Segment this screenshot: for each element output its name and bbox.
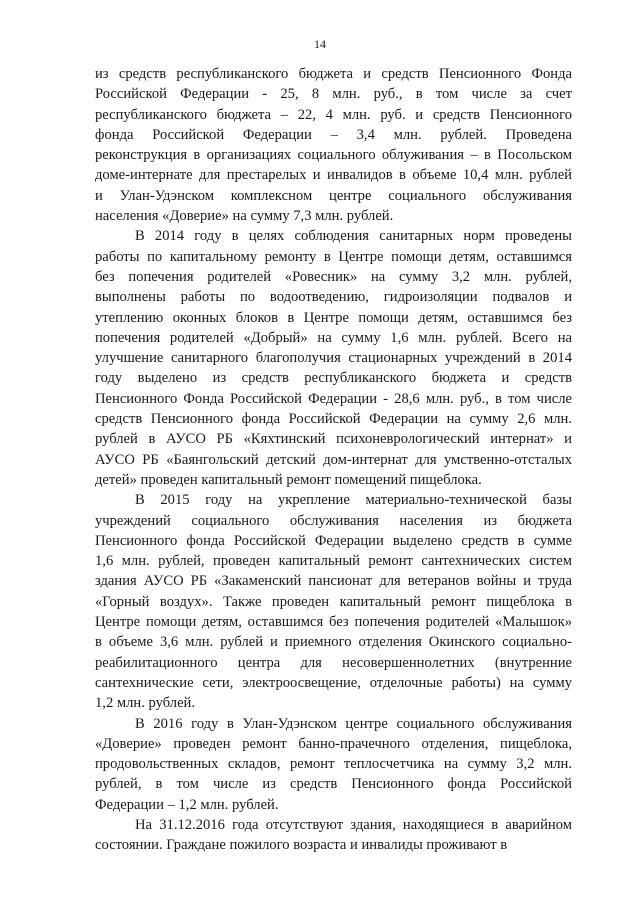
text-line: рублей, в том числе из средств Пенсионного фонда Российской [95,776,572,793]
text-line: здания АУСО РБ «Закаменский пансионат для ветеранов войны и труда [95,573,572,590]
text-line: работы по капитальному ремонту в Центре помощи детям, оставшимся [95,248,572,265]
text-line: учреждений социального обслуживания населения из бюджета [95,512,572,529]
text-line: рублей в АУСО РБ «Кяхтинский психоневрологический интернат» и [95,431,572,448]
text-line: 1,6 млн. рублей, проведен капитальный ремонт сантехнических систем [95,553,572,570]
text-line: В 2014 году в целях соблюдения санитарных норм проведены [135,228,572,245]
text-line: АУСО РБ «Баянгольский детский дом-интернат для умственно-отсталых [95,451,572,468]
text-line: В 2016 году в Улан-Удэнском центре социального обслуживания [135,715,572,732]
text-line: выполнены работы по водоотведению, гидроизоляции подвалов и [95,289,572,306]
text-line: сантехнические сети, электроосвещение, отделочные работы) на сумму [95,674,572,691]
text-line: утеплению оконных блоков в Центре помощи детям, оставшимся без [95,309,572,326]
paragraph [95,490,572,713]
paragraph [95,226,572,490]
text-line: фонда Российской Федерации – 3,4 млн. рублей. Проведена [95,126,572,143]
paragraph [95,815,572,856]
paragraph [95,64,572,226]
text-line: в объеме 3,6 млн. рублей и приемного отделения Окинского социально- [95,634,572,651]
text-line: продовольственных складов, ремонт теплосчетчика на сумму 3,2 млн. [95,756,572,773]
text-line: состоянии. Граждане пожилого возраста и инвалиды проживают в [95,837,508,854]
text-line: Пенсионного фонда Российской Федерации выделено средств в сумме [95,532,572,549]
text-line: реабилитационного центра для несовершеннолетних (внутренние [95,654,572,671]
text-line: улучшение санитарного благополучия стационарных учреждений в 2014 [95,350,572,367]
text-line: «Доверие» проведен ремонт банно-прачечного отделения, пищеблока, [95,735,572,752]
text-line: Центре помощи детям, оставшимся без попечения родителей «Малышок» [95,614,572,631]
text-line: попечения родителей «Добрый» на сумму 1,6 млн. рублей. Всего на [95,329,572,346]
text-line: населения «Доверие» на сумму 7,3 млн. рублей. [95,208,394,225]
text-line: году выделено из средств республиканского бюджета и средств [95,370,572,387]
text-line: В 2015 году на укрепление материально-технической базы [135,492,572,509]
text-line: средств Пенсионного фонда Российской Федерации на сумму 2,6 млн. [95,411,572,428]
document-body [95,64,572,856]
text-line: 1,2 млн. рублей. [95,695,196,712]
text-line: доме-интернате для престарелых и инвалидов в объеме 10,4 млн. рублей [95,167,572,184]
text-line: Федерации – 1,2 млн. рублей. [95,796,279,813]
text-line: реконструкция в организациях социального облуживания – в Посольском [95,147,572,164]
paragraph [95,714,572,815]
text-line: без попечения родителей «Ровесник» на сумму 3,2 млн. рублей, [95,268,572,285]
text-line: На 31.12.2016 года отсутствуют здания, находящиеся в аварийном [135,816,572,833]
text-line: Пенсионного Фонда Российской Федерации - 28,6 млн. руб., в том числе [95,390,572,407]
text-line: Российской Федерации - 25, 8 млн. руб., в том числе за счет [95,86,572,103]
text-line: республиканского бюджета – 22, 4 млн. руб. и средств Пенсионного [95,106,572,123]
text-line: из средств республиканского бюджета и средств Пенсионного Фонда [95,66,572,82]
text-line: и Улан-Удэнском комплексном центре социального обслуживания [95,187,572,204]
page-number: 14 [314,37,326,51]
text-line: детей» проведен капитальный ремонт помещений пищеблока. [95,471,482,488]
text-line: «Горный воздух». Также проведен капитальный ремонт пищеблока в [95,593,572,610]
